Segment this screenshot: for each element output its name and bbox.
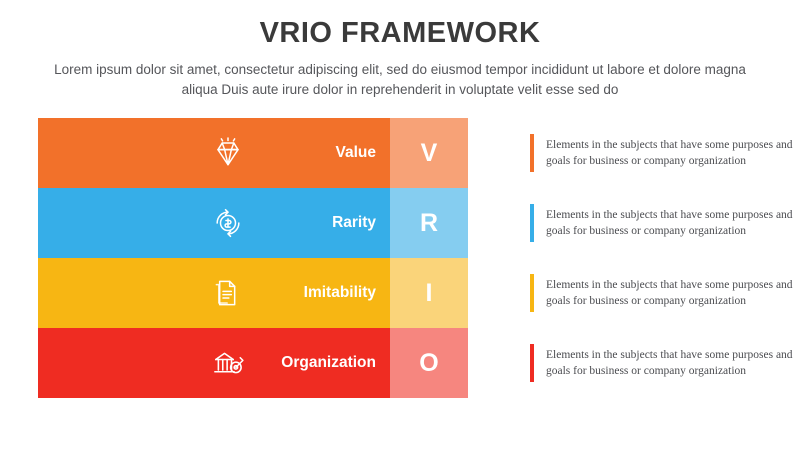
vrio-row-imitability[interactable] [38, 258, 468, 328]
row-main-rarity [38, 188, 390, 258]
row-label-organization: Organization [281, 354, 376, 372]
page-subtitle: Lorem ipsum dolor sit amet, consectetur adipiscing elit, sed do eiusmod tempor incididunt ut labore et dolore magna aliqua Duis aute irure dolor in reprehenderit in voluptate velit esse sed do [54, 61, 746, 98]
description-item-value [530, 118, 800, 188]
diamond-icon [206, 131, 250, 175]
row-letter-o: O [390, 328, 468, 398]
accent-bar-organization [530, 344, 534, 382]
accent-bar-rarity [530, 204, 534, 242]
descriptions-list [530, 118, 800, 398]
row-letter-v: V [390, 118, 468, 188]
bank-target-icon [206, 341, 250, 385]
description-item-imitability [530, 258, 800, 328]
description-item-rarity [530, 188, 800, 258]
row-main-value [38, 118, 390, 188]
row-label-imitability: Imitability [303, 284, 376, 302]
description-text-organization: Elements in the subjects that have some purposes and goals for business or company organization [546, 348, 793, 378]
vrio-row-rarity[interactable] [38, 188, 468, 258]
vrio-bars [38, 118, 468, 398]
row-label-rarity: Rarity [332, 214, 376, 232]
row-main-imitability [38, 258, 390, 328]
accent-bar-imitability [530, 274, 534, 312]
description-item-organization [530, 328, 800, 398]
description-text-imitability: Elements in the subjects that have some purposes and goals for business or company organization [546, 278, 793, 308]
vrio-row-organization[interactable] [38, 328, 468, 398]
row-letter-i: I [390, 258, 468, 328]
vrio-row-value[interactable] [38, 118, 468, 188]
document-list-icon [206, 271, 250, 315]
money-cycle-icon [206, 201, 250, 245]
description-text-value: Elements in the subjects that have some purposes and goals for business or company organization [546, 138, 793, 168]
page-title: VRIO FRAMEWORK [259, 17, 541, 49]
row-main-organization [38, 328, 390, 398]
accent-bar-value [530, 134, 534, 172]
description-text-rarity: Elements in the subjects that have some purposes and goals for business or company organization [546, 208, 793, 238]
row-label-value: Value [335, 144, 376, 162]
row-letter-r: R [390, 188, 468, 258]
diagram-content [0, 118, 800, 398]
